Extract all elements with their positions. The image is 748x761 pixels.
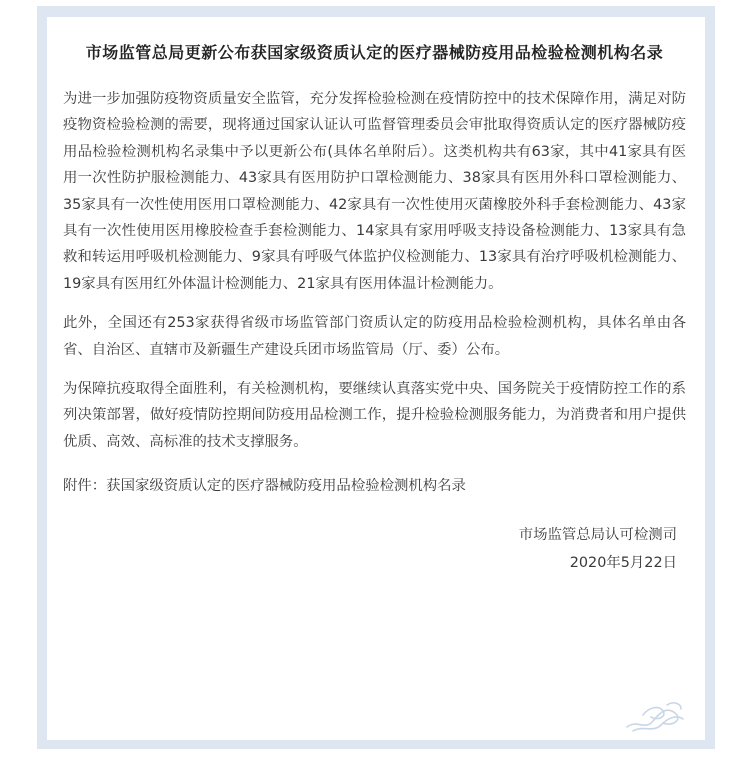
body-paragraph-1: 为进一步加强防疫物资质量安全监管，充分发挥检验检测在疫情防控中的技术保障作用，满足对防疫物资检验检测的需要，现将通过国家认证认可监督管理委员会审批取得资质认定的医疗器械防疫用品检验检测机构名录集中予以更新公布(具体名单附后）。这类机构共有63家，其中41家具有医用一次性防护服检测能力、43家具有医用防护口罩检测能力、38家具有医用外科口罩检测能力、35家具有一次性使用医用口罩检测能力、42家具有一次性使用灭菌橡胶外科手套检测能力、43家具有一次性使用医用橡胶检查手套检测能力、14家具有家用呼吸支持设备检测能力、13家具有急救和转运用呼吸机检测能力、9家具有呼吸气体监护仪检测能力、13家具有治疗呼吸机检测能力、19家具有医用红外体温计检测能力、21家具有医用体温计检测能力。 <box>63 91 686 292</box>
article-frame <box>37 6 715 749</box>
article-card <box>47 17 705 740</box>
body-paragraph-3: 为保障抗疫取得全面胜利，有关检测机构，要继续认真落实党中央、国务院关于疫情防控工作的系列决策部署，做好疫情防控期间防疫用品检测工作，提升检验检测服务能力，为消费者和用户提供优质、高效、高标准的技术支撑服务。 <box>63 381 686 450</box>
attachment-line: 附件：获国家级资质认定的医疗器械防疫用品检验检测机构名录 <box>63 478 466 495</box>
swirl-ornament-icon <box>623 697 687 735</box>
signature-date: 2020年5月22日 <box>569 554 677 571</box>
signature-block <box>63 521 686 577</box>
signature-department: 市场监管总局认可检测司 <box>518 526 677 543</box>
article-title: 市场监管总局更新公布获国家级资质认定的医疗器械防疫用品检验检测机构名录 <box>85 43 664 62</box>
body-paragraph-2: 此外，全国还有253家获得省级市场监管部门资质认定的防疫用品检验检测机构，具体名单由各省、自治区、直辖市及新疆生产建设兵团市场监管局（厅、委）公布。 <box>63 315 686 358</box>
